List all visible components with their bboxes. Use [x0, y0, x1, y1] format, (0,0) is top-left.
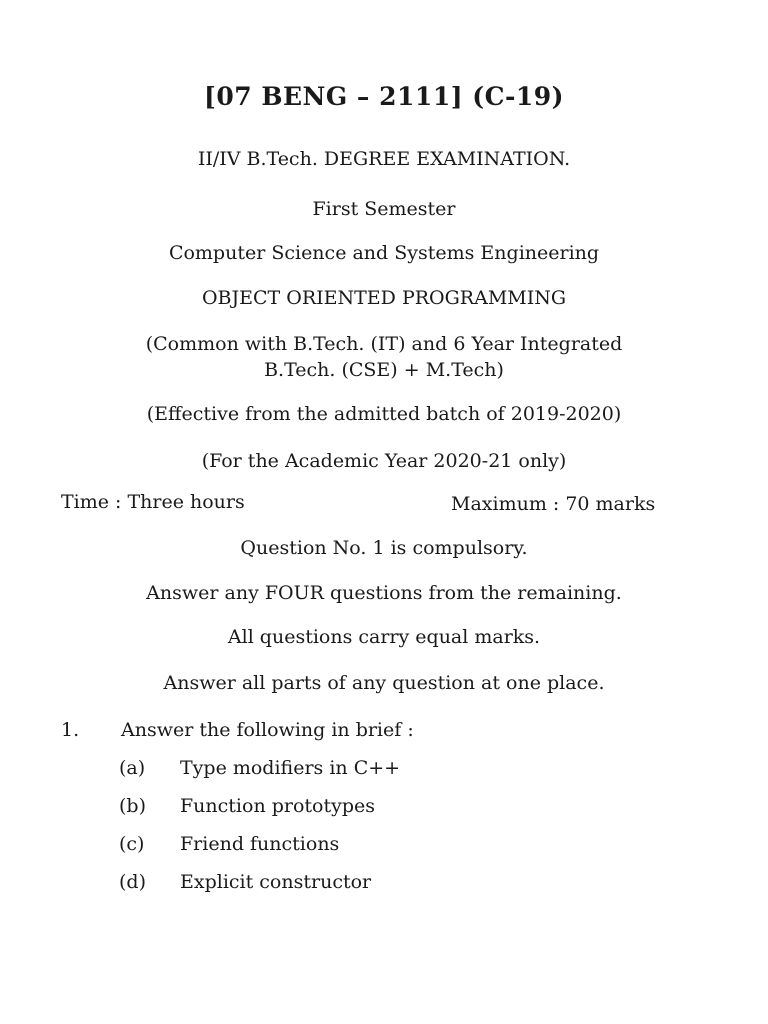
part-text: Friend functions: [180, 833, 340, 855]
part-label: (a): [119, 757, 146, 779]
instruction-one-place: Answer all parts of any question at one place.: [163, 672, 605, 694]
semester: First Semester: [312, 198, 456, 220]
question-number: 1.: [61, 719, 80, 741]
academic-year-note: (For the Academic Year 2020-21 only): [201, 450, 567, 472]
exam-name: II/IV B.Tech. DEGREE EXAMINATION.: [197, 148, 571, 170]
part-label: (b): [119, 795, 146, 817]
department: Computer Science and Systems Engineering: [168, 242, 600, 264]
subject-title: OBJECT ORIENTED PROGRAMMING: [201, 287, 567, 309]
instruction-marks: All questions carry equal marks.: [227, 626, 541, 648]
part-text: Function prototypes: [180, 795, 376, 817]
instruction-choice: Answer any FOUR questions from the remaining.: [146, 582, 622, 604]
part-label: (d): [119, 871, 146, 893]
effective-batch-note: (Effective from the admitted batch of 2019-2020): [146, 403, 622, 425]
question-text: Answer the following in brief :: [121, 719, 414, 741]
part-text: Explicit constructor: [180, 871, 372, 893]
exam-duration: Time : Three hours: [61, 491, 245, 513]
common-note-line-1: (Common with B.Tech. (IT) and 6 Year Integrated: [145, 333, 623, 355]
part-text: Type modifiers in C++: [180, 757, 401, 779]
paper-code: [07 BENG – 2111] (C-19): [204, 82, 564, 111]
instruction-compulsory: Question No. 1 is compulsory.: [240, 537, 528, 559]
common-note-line-2: B.Tech. (CSE) + M.Tech): [264, 359, 504, 381]
part-label: (c): [119, 833, 145, 855]
maximum-marks: Maximum : 70 marks: [451, 493, 656, 515]
